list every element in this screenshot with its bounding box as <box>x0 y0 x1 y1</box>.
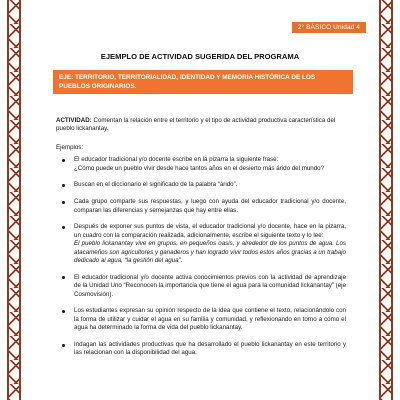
list-item <box>56 223 346 265</box>
example-text: Los estudiantes expresan su opinión respecto de la idea que contiene el texto, relacionándolo con la forma de utilizar y cuidar el agua en su familia y comunidad, y reflexionando en torno a cómo el agua ha determinado la forma de vida del pueblo lickanantay. <box>74 307 346 332</box>
example-text: El educador tradicional y/o docente activa conocimientos previos con la actividad de aprendizaje de la Unidad Uno “Reconocen la importancia que tiene el agua para la comunidad lickanantay” (eje Cosmovisión). <box>74 273 346 298</box>
list-item <box>56 181 346 189</box>
list-item <box>56 274 346 299</box>
grade-unit-tab: 2° BÁSICO Unidad 4 <box>292 22 366 33</box>
page-title: EJEMPLO DE ACTIVIDAD SUGERIDA DEL PROGRAMA <box>100 52 300 61</box>
example-text: Buscan en el diccionario el significado de la palabra “árido”. <box>74 181 238 189</box>
axis-banner: EJE: TERRITORIO, TERRITORIALIDAD, IDENTIDAD Y MEMORIA HISTÓRICA DE LOS PUEBLOS ORIGINARIOS. <box>53 70 353 94</box>
example-text: Después de exponer sus puntos de vista, el educador tradicional y/o docente, hace en la pizarra, un cuadro con la comparación realizada, adicionalmente, escribe el siguiente texto y lo lee: <box>74 223 346 239</box>
examples-list <box>56 156 346 358</box>
list-item <box>56 198 346 215</box>
list-item <box>56 307 346 332</box>
example-text: Cada grupo comparte sus respuestas, y luego con ayuda del educador tradicional y/o docente, comparan las diferencias y semejanzas que hay entre ellas. <box>74 198 346 214</box>
list-item <box>56 156 346 173</box>
activity-text: Comentan la relación entre el territorio y el tipo de actividad productiva característica del pueblo lickanantay. <box>56 117 336 133</box>
example-quote: El pueblo lickanantay vive en grupos, en pequeños oasis, y alrededor de los puntos de agua. Los atacameños son agricultores y ganaderos y han logrado vivir todos estos años gracias a un trabajo dedicado al agua, “la gestión del agua”. <box>74 240 346 265</box>
list-item <box>56 341 346 358</box>
example-text: El educador tradicional y/o docente escribe en la pizarra la siguiente frase: <box>74 156 279 164</box>
document-body <box>56 117 346 366</box>
example-text: Indagan las actividades productivas que ha desarrollado el pueblo lickanantay en este territorio y las relacionan con la disponibilidad del agua. <box>74 341 346 357</box>
activity-label: ACTIVIDAD: <box>56 117 92 124</box>
examples-heading: Ejemplos: <box>56 143 84 151</box>
example-quote: ¿Cómo puede un pueblo vivir desde hace tantos años en el desierto más árido del mundo? <box>74 164 325 172</box>
activity-paragraph <box>56 117 346 134</box>
